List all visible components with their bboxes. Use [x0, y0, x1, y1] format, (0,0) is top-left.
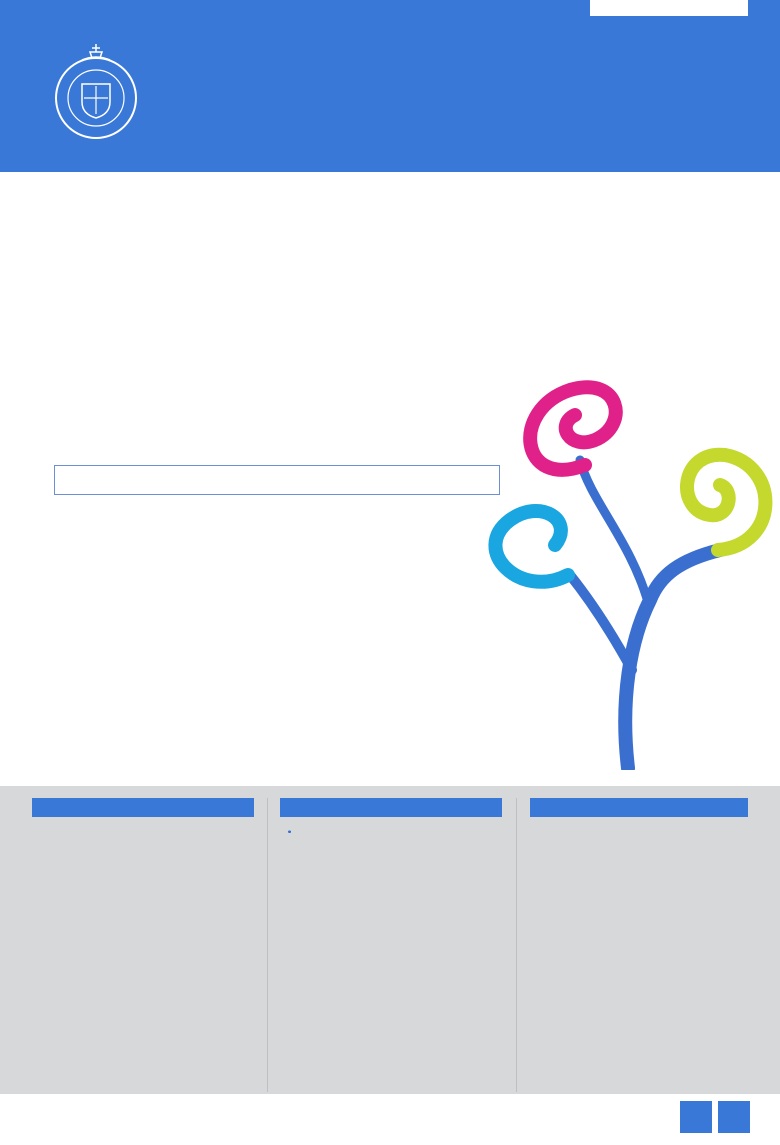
footer — [0, 1094, 780, 1145]
footer-links — [352, 1109, 372, 1130]
column-divider — [516, 798, 517, 1092]
expositores-heading — [530, 798, 748, 817]
url-tab — [590, 0, 748, 16]
contenidos-column — [280, 798, 502, 827]
contenidos-heading — [280, 798, 502, 817]
tree-logo-icon — [480, 370, 780, 770]
info-section — [0, 786, 780, 1094]
twitter-icon[interactable] — [718, 1101, 750, 1133]
info-general-heading — [32, 798, 254, 817]
info-general-column — [32, 798, 254, 849]
expositores-column — [530, 798, 748, 829]
column-divider — [267, 798, 268, 1092]
event-date-line — [54, 595, 64, 612]
symposium-subtitle-box — [54, 465, 500, 495]
facebook-icon[interactable] — [680, 1101, 712, 1133]
header-banner — [0, 0, 780, 172]
university-seal-icon — [52, 38, 140, 148]
